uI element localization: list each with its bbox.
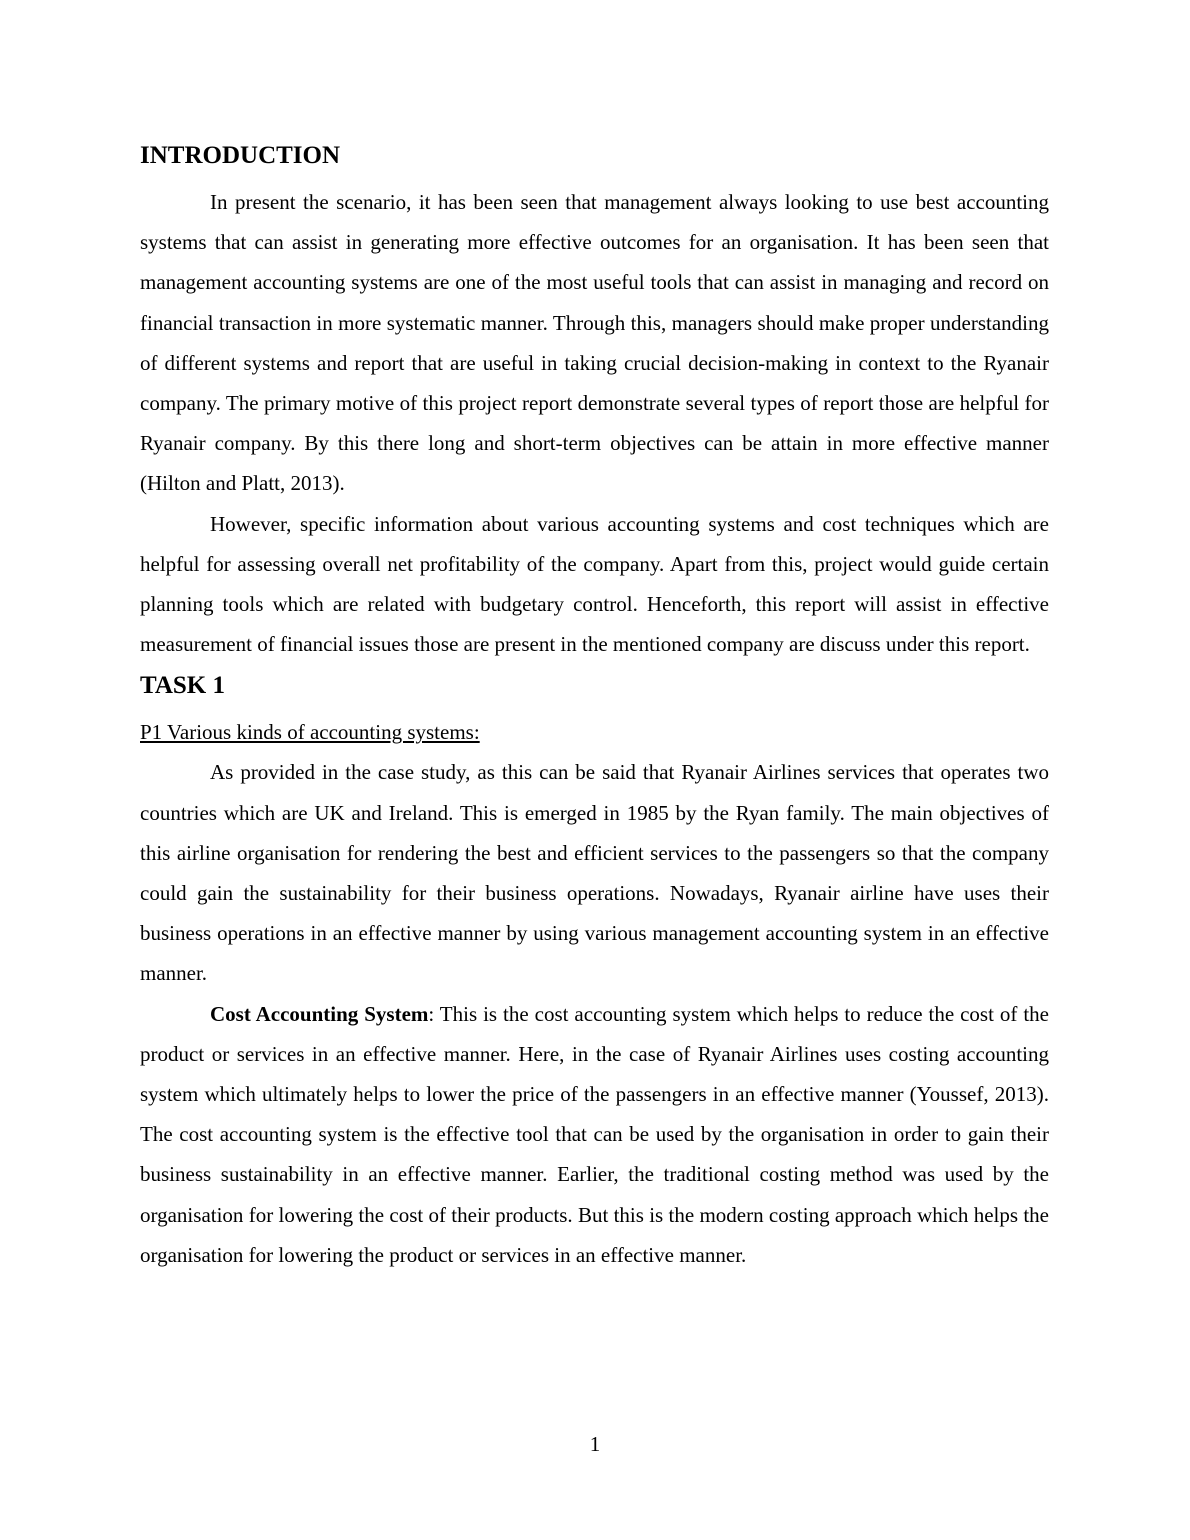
intro-paragraph-2: However, specific information about various accounting systems and cost techniques which are helpful for assessing overall net profitability of the company. Apart from this, project would guide certain planning tools which are related with budgetary control. Henceforth, this report will assist in effective measurement of financial issues those are present in the mentioned company are discuss under this report.	[140, 511, 1049, 657]
p1-subheading: P1 Various kinds of accounting systems:	[140, 720, 480, 745]
introduction-heading: INTRODUCTION	[140, 142, 341, 169]
cost-accounting-paragraph	[140, 994, 1049, 1275]
document-page	[140, 138, 1049, 1275]
cost-accounting-text: : This is the cost accounting system which helps to reduce the cost of the product or services in an effective manner. Here, in the case of Ryanair Airlines uses costing accounting system which ultimately helps to lower the price of the passengers in an effective manner (Youssef, 2013). The cost accounting system is the effective tool that can be used by the organisation in order to gain their business sustainability in an effective manner. Earlier, the traditional costing method was used by the organisation for lowering the cost of their products. But this is the modern costing approach which helps the organisation for lowering the product or services in an effective manner.	[140, 1001, 1049, 1267]
task-paragraph: As provided in the case study, as this can be said that Ryanair Airlines services that operates two countries which are UK and Ireland. This is emerged in 1985 by the Ryan family. The main objectives of this airline organisation for rendering the best and efficient services to the passengers so that the company could gain the sustainability for their business operations. Nowadays, Ryanair airline have uses their business operations in an effective manner by using various management accounting system in an effective manner.	[140, 760, 1049, 986]
task-heading: TASK 1	[140, 672, 225, 700]
cost-accounting-label: Cost Accounting System	[210, 1001, 429, 1026]
page-number: 1	[589, 1432, 601, 1456]
intro-paragraph-1: In present the scenario, it has been seen that management always looking to use best accounting systems that can assist in generating more effective outcomes for an organisation. It has been seen that management accounting systems are one of the most useful tools that can assist in managing and record on financial transaction in more systematic manner. Through this, managers should make proper understanding of different systems and report that are useful in taking crucial decision-making in context to the Ryanair company. The primary motive of this project report demonstrate several types of report those are helpful for Ryanair company. By this there long and short-term objectives can be attain in more effective manner (Hilton and Platt, 2013).	[140, 190, 1049, 496]
